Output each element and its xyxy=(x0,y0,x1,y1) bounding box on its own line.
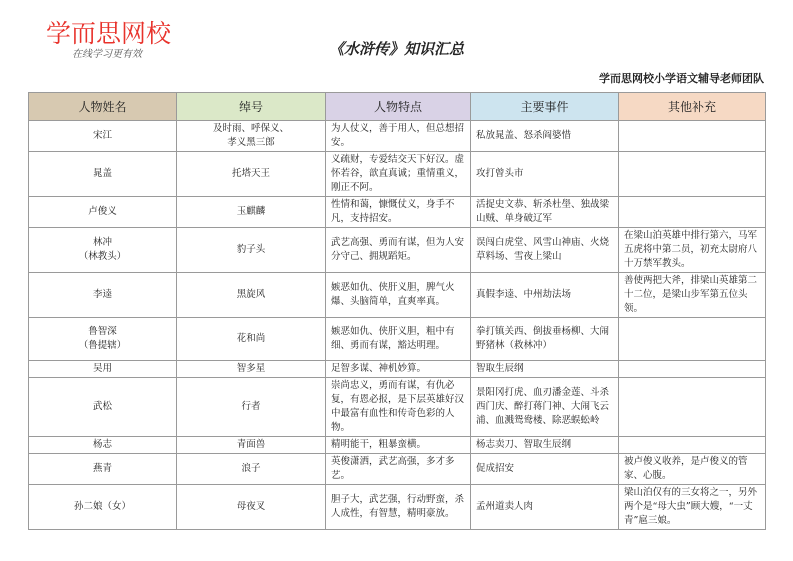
cell-nickname: 花和尚 xyxy=(177,318,326,361)
cell-traits: 为人仗义，善于用人，但总想招安。 xyxy=(326,121,471,152)
character-name: 孙二娘（女） xyxy=(73,501,131,512)
cell-extra: 善使两把大斧，排梁山英雄第二十二位，是梁山步军第五位头领。 xyxy=(619,273,766,318)
header-name: 人物姓名 xyxy=(29,93,177,121)
table-row xyxy=(29,273,766,318)
header-traits: 人物特点 xyxy=(326,93,471,121)
cell-events: 促成招安 xyxy=(471,454,619,485)
table-row xyxy=(29,228,766,273)
cell-extra xyxy=(619,361,766,378)
character-name: 宋江 xyxy=(92,130,112,141)
cell-extra: 梁山泊仅有的三女将之一，另外两个是“母大虫”顾大嫂，“一丈青”扈三娘。 xyxy=(619,485,766,530)
cell-extra: 在梁山泊英雄中排行第六，马军五虎将中第二员，初充太尉府八十万禁军教头。 xyxy=(619,228,766,273)
character-name: 晁盖 xyxy=(92,168,112,179)
cell-events: 孟州道卖人肉 xyxy=(471,485,619,530)
table-row xyxy=(29,121,766,152)
character-name: 杨志 xyxy=(92,439,112,450)
cell-traits: 足智多谋、神机妙算。 xyxy=(326,361,471,378)
cell-nickname: 黑旋风 xyxy=(177,273,326,318)
cell-traits: 嫉恶如仇、侠肝义胆，脾气火爆、头脑简单，直爽率真。 xyxy=(326,273,471,318)
cell-name xyxy=(29,485,177,530)
cell-nickname: 行者 xyxy=(177,378,326,437)
cell-traits: 性情和蔼，慷慨仗义，身手不凡，支持招安。 xyxy=(326,197,471,228)
character-table xyxy=(28,92,766,530)
cell-extra xyxy=(619,437,766,454)
cell-nickname: 母夜叉 xyxy=(177,485,326,530)
cell-events: 攻打曾头市 xyxy=(471,152,619,197)
character-alias: （林教头） xyxy=(78,251,127,262)
cell-name xyxy=(29,228,177,273)
cell-extra xyxy=(619,197,766,228)
table-row xyxy=(29,485,766,530)
character-name: 武松 xyxy=(92,401,112,412)
author-team: 学而思网校小学语文辅导老师团队 xyxy=(599,72,764,85)
cell-events: 活捉史文恭、斩杀杜壆、独战梁山贼、单身破辽军 xyxy=(471,197,619,228)
cell-traits: 胆子大，武艺强，行动野蛮，杀人成性，有智慧，精明豪放。 xyxy=(326,485,471,530)
character-name: 燕青 xyxy=(92,463,112,474)
header-events: 主要事件 xyxy=(471,93,619,121)
cell-traits: 嫉恶如仇、侠肝义胆，粗中有细、勇而有谋，豁达明理。 xyxy=(326,318,471,361)
cell-nickname: 玉麒麟 xyxy=(177,197,326,228)
cell-nickname: 浪子 xyxy=(177,454,326,485)
cell-extra: 被卢俊义收养，是卢俊义的管家、心腹。 xyxy=(619,454,766,485)
cell-name xyxy=(29,121,177,152)
cell-name xyxy=(29,197,177,228)
cell-traits: 义疏财，专爱结交天下好汉。虚怀若谷，歆直真诚；重情重义，刚正不阿。 xyxy=(326,152,471,197)
cell-nickname: 青面兽 xyxy=(177,437,326,454)
cell-traits: 精明能干，粗暴蛮横。 xyxy=(326,437,471,454)
cell-nickname: 托塔天王 xyxy=(177,152,326,197)
cell-name xyxy=(29,378,177,437)
character-alias: （鲁提辖） xyxy=(78,340,127,351)
cell-nickname: 智多星 xyxy=(177,361,326,378)
cell-traits: 英俊潇洒，武艺高强，多才多艺。 xyxy=(326,454,471,485)
cell-events: 拳打镇关西、倒拔垂杨柳、大闹野猪林（救林冲） xyxy=(471,318,619,361)
cell-name xyxy=(29,361,177,378)
cell-events: 景阳冈打虎、血刃潘金莲、斗杀西门庆、醉打蒋门神、大闹飞云浦、血溅鸳鸯楼、除恶蜈蚣岭 xyxy=(471,378,619,437)
character-name: 林冲 xyxy=(92,237,112,248)
cell-nickname: 豹子头 xyxy=(177,228,326,273)
character-name: 鲁智深 xyxy=(88,326,117,337)
cell-name xyxy=(29,318,177,361)
cell-extra xyxy=(619,318,766,361)
table-row xyxy=(29,378,766,437)
character-name: 卢俊义 xyxy=(88,206,117,217)
cell-name xyxy=(29,454,177,485)
table-row xyxy=(29,437,766,454)
cell-nickname: 及时雨、呼保义、 孝义黑三郎 xyxy=(177,121,326,152)
header-nickname: 绰号 xyxy=(177,93,326,121)
table-row xyxy=(29,197,766,228)
cell-events: 误闯白虎堂、风雪山神庙、火烧草料场、雪夜上梁山 xyxy=(471,228,619,273)
cell-events: 杨志卖刀、智取生辰纲 xyxy=(471,437,619,454)
character-name: 吴用 xyxy=(92,363,112,374)
cell-extra xyxy=(619,378,766,437)
table-row xyxy=(29,152,766,197)
table-row xyxy=(29,454,766,485)
logo-text: 学而思网校 xyxy=(46,19,172,48)
document-title: 《水浒传》知识汇总 xyxy=(328,40,464,58)
table-row xyxy=(29,361,766,378)
table-body xyxy=(29,121,766,530)
cell-extra xyxy=(619,121,766,152)
cell-name xyxy=(29,152,177,197)
cell-traits: 崇尚忠义，勇而有谋，有仇必复，有恩必报，是下层英雄好汉中最富有血性和传奇色彩的人物。 xyxy=(326,378,471,437)
table-header-row xyxy=(29,93,766,121)
cell-name xyxy=(29,437,177,454)
cell-events: 私放晁盖、怒杀阎婆惜 xyxy=(471,121,619,152)
cell-events: 真假李逵、中州劫法场 xyxy=(471,273,619,318)
character-name: 李逵 xyxy=(92,289,112,300)
cell-name xyxy=(29,273,177,318)
cell-events: 智取生辰纲 xyxy=(471,361,619,378)
header-extra: 其他补充 xyxy=(619,93,766,121)
cell-traits: 武艺高强、勇而有谋，但为人安分守己、拥规蹈矩。 xyxy=(326,228,471,273)
cell-extra xyxy=(619,152,766,197)
table-row xyxy=(29,318,766,361)
logo-slogan: 在线学习更有效 xyxy=(72,49,142,60)
